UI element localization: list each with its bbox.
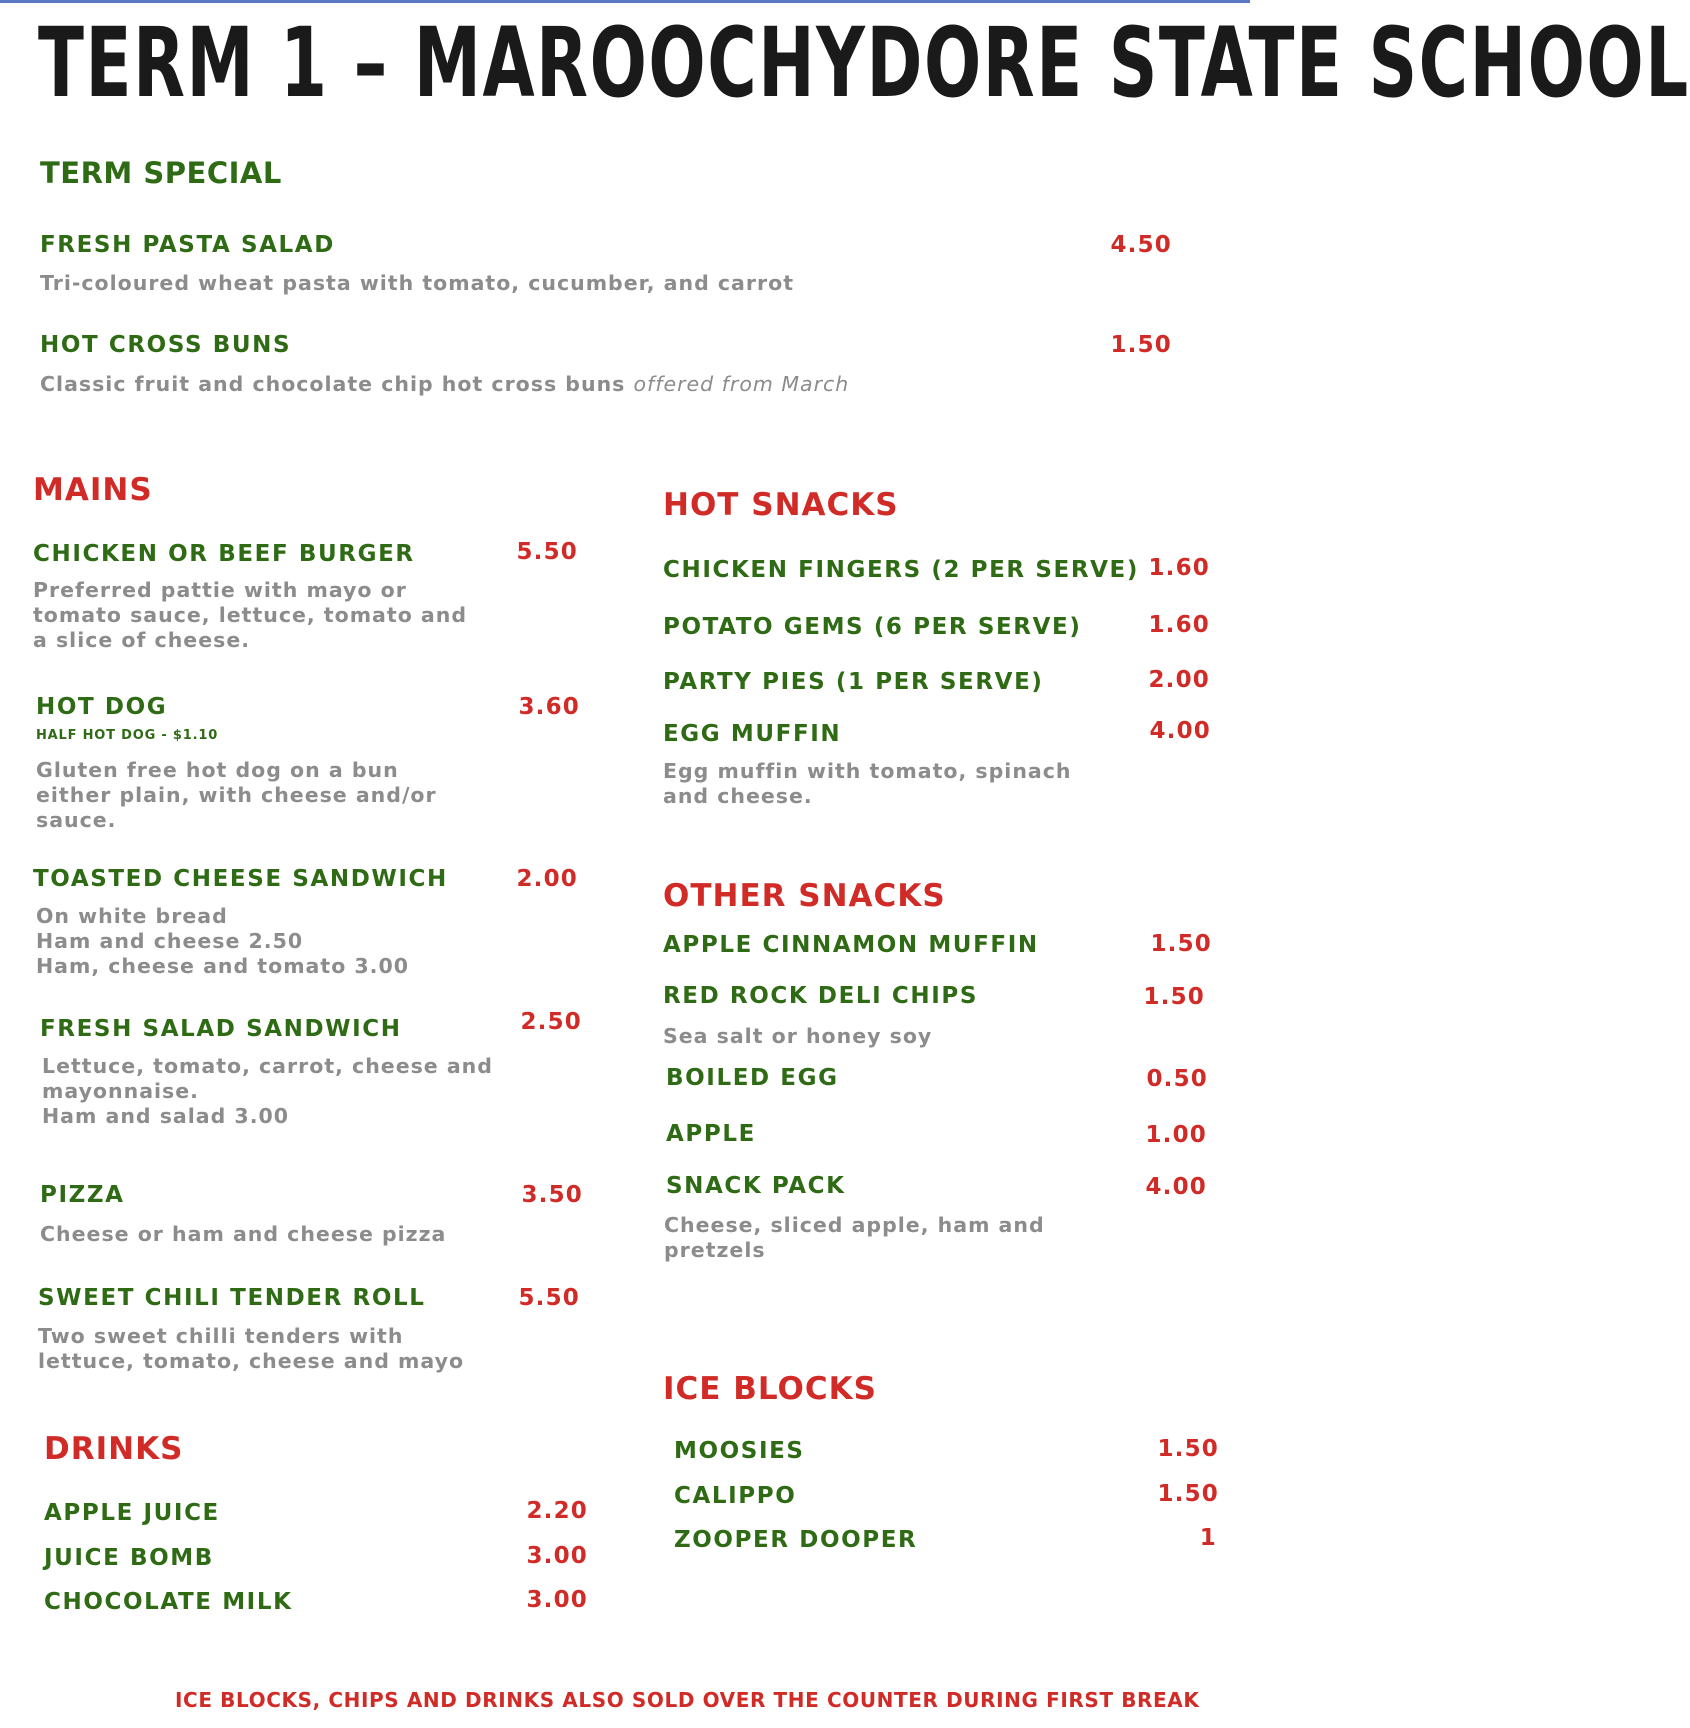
drinks-heading: DRINKS bbox=[44, 1431, 184, 1467]
other-snacks-item-price: 1.50 bbox=[1143, 984, 1205, 1010]
hot-snacks-item-name: CHICKEN FINGERS (2 PER SERVE) bbox=[663, 557, 1139, 583]
special-item-name: FRESH PASTA SALAD bbox=[40, 232, 335, 258]
mains-item-price: 5.50 bbox=[516, 539, 578, 565]
mains-item-name: CHICKEN OR BEEF BURGER bbox=[33, 541, 415, 567]
special-item-price: 1.50 bbox=[1110, 332, 1172, 358]
mains-item-name: HOT DOG bbox=[36, 694, 168, 720]
hot-snacks-item-desc: Egg muffin with tomato, spinach and cheese. bbox=[663, 759, 1072, 808]
other-snacks-item-price: 1.00 bbox=[1145, 1122, 1207, 1148]
mains-item-subnote: HALF HOT DOG - $1.10 bbox=[36, 728, 219, 743]
mains-item-price: 3.50 bbox=[521, 1182, 583, 1208]
other-snacks-item-price: 0.50 bbox=[1146, 1066, 1208, 1092]
footer-note: ICE BLOCKS, CHIPS AND DRINKS ALSO SOLD OVER THE COUNTER DURING FIRST BREAK bbox=[175, 1688, 1200, 1712]
special-item-desc: Classic fruit and chocolate chip hot cross buns offered from March bbox=[40, 372, 850, 396]
other-snacks-item-name: SNACK PACK bbox=[666, 1173, 846, 1199]
hot-snacks-item-price: 1.60 bbox=[1148, 555, 1210, 581]
ice-blocks-item-price: 1.50 bbox=[1157, 1436, 1219, 1462]
mains-item-desc: Two sweet chilli tenders with lettuce, tomato, cheese and mayo bbox=[38, 1324, 465, 1373]
mains-item-price: 5.50 bbox=[518, 1285, 580, 1311]
mains-item-desc: Preferred pattie with mayo or tomato sauce, lettuce, tomato and a slice of cheese. bbox=[33, 578, 468, 652]
ice-blocks-item-name: ZOOPER DOOPER bbox=[674, 1527, 918, 1553]
other-snacks-item-desc: Sea salt or honey soy bbox=[663, 1024, 933, 1048]
ice-blocks-item-name: MOOSIES bbox=[674, 1438, 805, 1464]
ice-blocks-heading: ICE BLOCKS bbox=[663, 1371, 877, 1407]
drinks-item-price: 3.00 bbox=[526, 1587, 588, 1613]
other-snacks-item-name: APPLE bbox=[666, 1121, 756, 1147]
mains-item-name: PIZZA bbox=[40, 1182, 125, 1208]
drinks-item-name: CHOCOLATE MILK bbox=[44, 1589, 293, 1615]
mains-heading: MAINS bbox=[33, 472, 153, 508]
hot-snacks-item-name: EGG MUFFIN bbox=[663, 721, 842, 747]
hot-snacks-item-name: PARTY PIES (1 PER SERVE) bbox=[663, 669, 1044, 695]
mains-item-price: 3.60 bbox=[518, 694, 580, 720]
mains-item-price: 2.00 bbox=[516, 866, 578, 892]
mains-item-name: FRESH SALAD SANDWICH bbox=[40, 1016, 402, 1042]
other-snacks-heading: OTHER SNACKS bbox=[663, 878, 946, 914]
other-snacks-item-desc: Cheese, sliced apple, ham and pretzels bbox=[664, 1213, 1045, 1262]
mains-item-desc: Lettuce, tomato, carrot, cheese and mayonnaise. Ham and salad 3.00 bbox=[42, 1054, 493, 1128]
drinks-item-name: JUICE BOMB bbox=[44, 1545, 214, 1571]
hot-snacks-heading: HOT SNACKS bbox=[663, 487, 899, 523]
other-snacks-item-name: BOILED EGG bbox=[666, 1065, 839, 1091]
other-snacks-item-price: 4.00 bbox=[1145, 1174, 1207, 1200]
drinks-item-price: 3.00 bbox=[526, 1543, 588, 1569]
ice-blocks-item-name: CALIPPO bbox=[674, 1483, 797, 1509]
hot-snacks-item-price: 1.60 bbox=[1148, 612, 1210, 638]
top-border bbox=[0, 0, 1250, 3]
other-snacks-item-name: APPLE CINNAMON MUFFIN bbox=[663, 932, 1039, 958]
term-special-heading: TERM SPECIAL bbox=[40, 156, 282, 190]
special-item-name: HOT CROSS BUNS bbox=[40, 332, 292, 358]
ice-blocks-item-price: 1 bbox=[1199, 1525, 1217, 1551]
other-snacks-item-name: RED ROCK DELI CHIPS bbox=[663, 983, 979, 1009]
hot-snacks-item-name: POTATO GEMS (6 PER SERVE) bbox=[663, 614, 1082, 640]
special-item-price: 4.50 bbox=[1110, 232, 1172, 258]
ice-blocks-item-price: 1.50 bbox=[1157, 1481, 1219, 1507]
hot-snacks-item-price: 2.00 bbox=[1148, 667, 1210, 693]
mains-item-price: 2.50 bbox=[520, 1009, 582, 1035]
drinks-item-price: 2.20 bbox=[526, 1498, 588, 1524]
mains-item-desc: Cheese or ham and cheese pizza bbox=[40, 1222, 447, 1246]
drinks-item-name: APPLE JUICE bbox=[44, 1500, 220, 1526]
special-item-note: offered from March bbox=[633, 372, 850, 396]
page-title: TERM 1 – MAROOCHYDORE STATE SCHOOL bbox=[38, 7, 1690, 119]
mains-item-desc: On white bread Ham and cheese 2.50 Ham, cheese and tomato 3.00 bbox=[36, 904, 409, 978]
mains-item-desc: Gluten free hot dog on a bun either plain, with cheese and/or sauce. bbox=[36, 758, 437, 832]
other-snacks-item-price: 1.50 bbox=[1150, 931, 1212, 957]
hot-snacks-item-price: 4.00 bbox=[1149, 718, 1211, 744]
special-item-desc: Tri-coloured wheat pasta with tomato, cucumber, and carrot bbox=[40, 271, 794, 295]
mains-item-name: SWEET CHILI TENDER ROLL bbox=[38, 1285, 426, 1311]
mains-item-name: TOASTED CHEESE SANDWICH bbox=[33, 866, 448, 892]
